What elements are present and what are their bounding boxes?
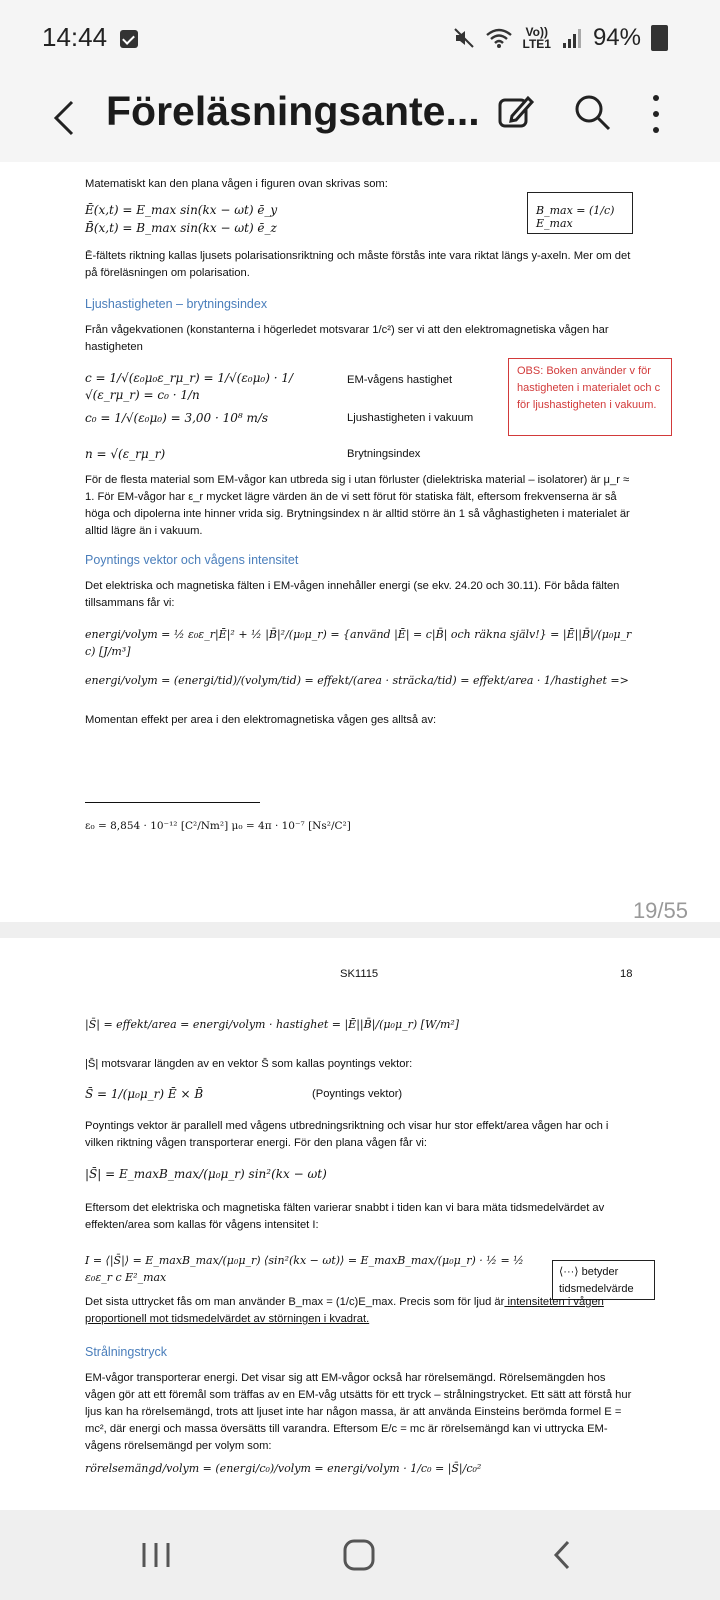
equation-energy-power: energi/volym = (energi/tid)/(volym/tid) = effekt/(area · sträcka/tid) = effekt/area · 1/hastighet =>: [85, 674, 629, 687]
app-toolbar: [0, 78, 720, 163]
equation-momentum: rörelsemängd/volym = (energi/c₀)/volym = energi/volym · 1/c₀ = |S̄|/c₀²: [85, 1462, 482, 1475]
signal-icon: [561, 27, 583, 49]
intensity-text: Eftersom det elektriska och magnetiska fälten varierar snabbt i tiden kan vi bara mäta tidsmedelvärdet av effekten/area som kallas för vågens intensitet I:: [85, 1202, 605, 1231]
material-text: För de flesta material som EM-vågor kan utbreda sig i utan förluster (dielektriska material – isolatorer) är μ_r ≈ 1. För EM-vågor har ε_r mycket lägre värden än de vi sett förut för statiska fält, eftersom frekvenserna är så höga och dipolerna inte hinner vrida sig. Brytningsindex n är alltid större än 1 så våghastigheten i materialet är alltid lägre än i vakuum.: [85, 474, 630, 537]
status-time: 14:44: [42, 22, 108, 52]
equation-e-field: Ē(x,t) = E_max sin(kx − ωt) ē_y: [85, 203, 278, 217]
page-indicator: 19/55: [632, 898, 688, 923]
equation-c: c = 1/√(ε₀μ₀ε_rμ_r) = 1/√(ε₀μ₀) · 1/√(ε_rμ_r) = c₀ · 1/n: [85, 371, 294, 402]
label-vacuum-speed: Ljushastigheten i vakuum: [347, 412, 474, 424]
last-expression-underlined: intensiteten i vågen proportionell mot tidsmedelvärdet av störningen i kvadrat.: [85, 1296, 604, 1325]
course-code: SK1115: [340, 968, 379, 980]
lte-indicator: Vo)) LTE1: [522, 25, 551, 51]
heading-poynting: Poyntings vektor och vågens intensitet: [85, 553, 299, 567]
equation-c0: c₀ = 1/√(ε₀μ₀) = 3,00 · 10⁸ m/s: [85, 411, 269, 425]
label-poynting-vector: (Poyntings vektor): [312, 1088, 403, 1100]
last-expression-a: Det sista uttrycket fås om man använder B_max = (1/c)E_max. Precis som för ljud är: [85, 1296, 505, 1308]
notification-check-icon: [120, 30, 138, 48]
equation-n: n = √(ε_rμ_r): [85, 447, 166, 461]
obs-note: OBS: Boken använder v för hastigheten i materialet och c för ljushastigheten i vakuum.: [508, 358, 672, 436]
equation-intensity: I = ⟨|S̄|⟩ = E_maxB_max/(μ₀μ_r) ⟨sin²(kx − ωt)⟩ = E_maxB_max/(μ₀μ_r) · ½ = ½ ε₀ε_r c E²_max: [85, 1254, 524, 1284]
equation-b-field: B̄(x,t) = B_max sin(kx − ωt) ē_z: [85, 221, 277, 235]
battery-icon: [651, 25, 668, 51]
label-em-speed: EM-vågens hastighet: [347, 374, 453, 386]
equation-poynting-magnitude: |S̄| = effekt/area = energi/volym · hastighet = |Ē||B̄|/(μ₀μ_r) [W/m²]: [85, 1018, 460, 1031]
heading-ljushastigheten: Ljushastigheten – brytningsindex: [85, 297, 268, 311]
footnote-constants: ε₀ = 8,854 · 10⁻¹² [C²/Nm²] μ₀ = 4π · 10⁻⁷ [Ns²/C²]: [85, 820, 351, 832]
parallel-text: Poyntings vektor är parallell med vågens utbredningsriktning och visar hur stor effekt/area vågen har och i vilken riktning vågen transporterar energi. För den plana vågen får vi:: [85, 1120, 609, 1149]
momentary-power-text: Momentan effekt per area i den elektromagnetiska vågen ges alltså av:: [85, 714, 437, 726]
bmax-formula: B_max = (1/c) E_max: [536, 204, 615, 230]
page-number: 18: [620, 968, 633, 980]
search-icon[interactable]: [572, 92, 612, 132]
back-arrow-icon[interactable]: [44, 94, 92, 142]
mute-icon: [453, 27, 475, 49]
more-options-icon[interactable]: [644, 92, 668, 136]
equation-energy-density: energi/volym = ½ ε₀ε_r|Ē|² + ½ |B̄|²/(μ₀μ_r) = {använd |Ē| = c|B̄| och räkna själv!} = |Ē||B̄|/(μ₀μ_r c) [J/m³]: [85, 628, 632, 658]
wifi-icon: [485, 27, 513, 49]
battery-percent: 94%: [592, 24, 641, 51]
footnote-divider: [85, 802, 260, 803]
poynting-vector-text: |S̄| motsvarar längden av en vektor S̄ som kallas poyntings vektor:: [85, 1058, 413, 1070]
heading-stralningstryck: Strålningstryck: [85, 1345, 167, 1359]
system-nav-bar: [0, 1510, 720, 1600]
recent-apps-icon[interactable]: [140, 1540, 172, 1570]
last-expression-text: [85, 1294, 635, 1328]
bmax-box: [527, 192, 633, 234]
energy-text: Det elektriska och magnetiska fälten i EM-vågen innehåller energi (se ekv. 24.20 och 30.11). För båda fälten tillsammans får vi:: [85, 580, 620, 609]
nav-back-icon[interactable]: [550, 1538, 574, 1572]
label-refractive-index: Brytningsindex: [347, 448, 421, 460]
radiation-text: EM-vågor transporterar energi. Det visar sig att EM-vågor också har rörelsemängd. Rörelsemängden hos vågen gör att ett föremål som träffas av en EM-våg utsätts för ett tryck – strålningstrycket. Ett sätt att förstå hur ljus kan ha rörelsemängd, trots att ljuset inte har någon massa, är att använda Einsteins berömda formel E = mc², där energi och massa översätts till varandra. Eftersom E/c = mc är rörelsemängd kan vi uttrycka EM-vågens rörelsemängd per volym som:: [85, 1372, 632, 1452]
page1-intro: Matematiskt kan den plana vågen i figuren ovan skrivas som:: [85, 178, 388, 190]
edit-icon[interactable]: [496, 92, 536, 132]
document-title: Föreläsningsante...: [106, 88, 480, 134]
status-bar: [0, 0, 720, 78]
wave-equation-text: Från vågekvationen (konstanterna i högerledet motsvarar 1/c²) ser vi att den elektromagnetiska vågen har hastigheten: [85, 324, 609, 353]
home-icon[interactable]: [342, 1538, 376, 1572]
time-average-note: ⟨···⟩ betyder tidsmedelvärde: [552, 1260, 655, 1300]
status-icons: [453, 24, 669, 52]
equation-poynting-plane: |S̄| = E_maxB_max/(μ₀μ_r) sin²(kx − ωt): [85, 1167, 327, 1181]
polarization-text: Ē-fältets riktning kallas ljusets polarisationsriktning och måste förstås inte vara riktat längs y-axeln. Mer om det på föreläsningen om polarisation.: [85, 250, 631, 279]
equation-poynting-vector: S̄ = 1/(μ₀μ_r) Ē × B̄: [85, 1087, 204, 1101]
